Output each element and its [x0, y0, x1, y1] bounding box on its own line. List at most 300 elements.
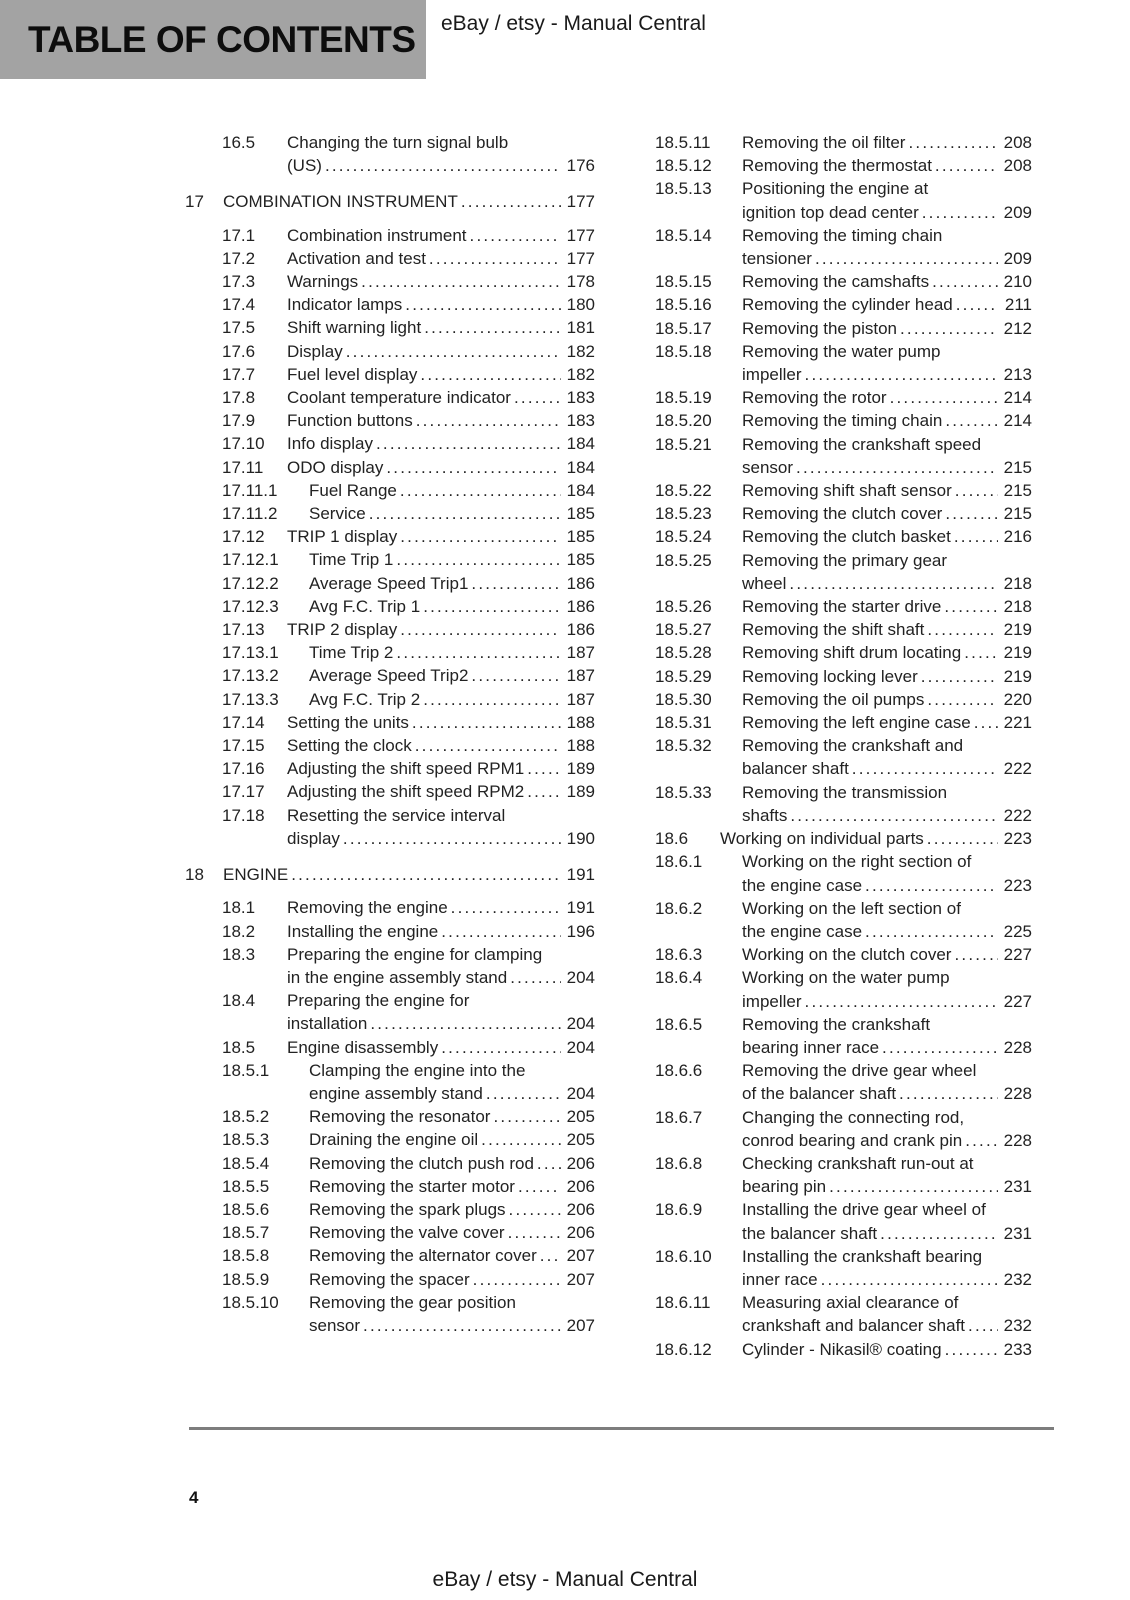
toc-entry	[655, 641, 1032, 664]
toc-entry-number: 17.13.2	[222, 666, 279, 686]
toc-entry-title: Removing the valve cover	[309, 1223, 505, 1243]
toc-entry-page-number: 184	[566, 434, 595, 454]
dot-leader	[965, 1129, 998, 1152]
footer-page-number: 4	[189, 1488, 199, 1507]
toc-entry-title: Indicator lamps	[287, 295, 403, 315]
toc-entry	[655, 1059, 1032, 1105]
toc-entry-page-number: 205	[566, 1130, 595, 1150]
toc-entry-content	[742, 1059, 1032, 1105]
toc-entry-page-number: 186	[566, 596, 595, 616]
toc-entry-content	[287, 340, 595, 363]
toc-entry-number: 17.9	[222, 411, 256, 431]
toc-entry-title-line: Installing the crankshaft bearing	[742, 1246, 983, 1266]
dot-leader	[927, 618, 998, 641]
toc-entry	[185, 190, 595, 213]
toc-entry-content	[742, 897, 1032, 943]
dot-leader	[386, 456, 561, 479]
toc-entry-title: Removing the oil pumps	[742, 689, 925, 709]
dot-leader	[954, 943, 998, 966]
toc-entry-title-line: Positioning the engine at	[742, 179, 929, 199]
toc-entry	[222, 456, 595, 479]
toc-entry-page-number: 204	[566, 1083, 595, 1103]
toc-entry-content	[309, 688, 595, 711]
toc-entry-title-line: Changing the connecting rod,	[742, 1107, 965, 1127]
toc-entry-title-line: Working on the left section of	[742, 898, 961, 918]
toc-entry-content	[309, 1105, 595, 1128]
toc-entry-last-line	[742, 1129, 1032, 1152]
toc-entry-title: Average Speed Trip1	[309, 573, 469, 593]
toc-entry	[222, 572, 595, 595]
toc-entry-page-number: 228	[1003, 1037, 1032, 1057]
toc-entry-page-number: 233	[1003, 1339, 1032, 1359]
toc-entry-number: 18.5.27	[655, 620, 712, 640]
toc-entry-title: inner race	[742, 1269, 818, 1289]
toc-entry-title: bearing inner race	[742, 1037, 880, 1057]
toc-entry-page-number: 204	[566, 967, 595, 987]
toc-entry-title-line: Preparing the engine for	[287, 991, 470, 1011]
toc-entry-title: Removing the shift shaft	[742, 620, 925, 640]
toc-entry-content	[287, 757, 595, 780]
toc-entry-title: ENGINE	[223, 865, 289, 885]
toc-entry-page-number: 231	[1003, 1177, 1032, 1197]
toc-entry-last-line	[309, 572, 595, 595]
page-title: TABLE OF CONTENTS	[28, 18, 416, 60]
toc-entry-last-line	[309, 664, 595, 687]
toc-entry-page-number: 188	[566, 736, 595, 756]
toc-entry-title: Combination instrument	[287, 225, 467, 245]
dot-leader	[945, 409, 998, 432]
dot-leader	[470, 224, 561, 247]
toc-entry-page-number: 206	[566, 1223, 595, 1243]
toc-entry	[222, 479, 595, 502]
dot-leader	[540, 1244, 561, 1267]
toc-entry-title: Warnings	[287, 272, 359, 292]
toc-entry-number: 18.5.23	[655, 504, 712, 524]
toc-entry-page-number: 227	[1003, 945, 1032, 965]
toc-entry-number: 18.5.24	[655, 527, 712, 547]
toc-entry-title: Removing the left engine case	[742, 713, 971, 733]
toc-entry-page-number: 191	[566, 898, 595, 918]
dot-leader	[376, 432, 561, 455]
toc-entry-page-number: 186	[566, 573, 595, 593]
toc-entry-title-line: Resetting the service interval	[287, 805, 506, 825]
toc-entry-last-line	[309, 1105, 595, 1128]
toc-entry-title: tensioner	[742, 249, 812, 269]
toc-entry-title: Average Speed Trip2	[309, 666, 469, 686]
toc-entry-page-number: 177	[566, 225, 595, 245]
toc-entry-content	[309, 572, 595, 595]
toc-entry-page-number: 186	[566, 620, 595, 640]
toc-entry-title: Removing the oil filter	[742, 133, 906, 152]
toc-entry-page-number: 218	[1003, 597, 1032, 617]
toc-entry-last-line	[287, 409, 595, 432]
toc-entry-number: 17.13.3	[222, 689, 279, 709]
toc-entry-last-line	[287, 432, 595, 455]
toc-entry-page-number: 215	[1003, 457, 1032, 477]
dot-leader	[945, 1338, 998, 1361]
toc-entry	[222, 247, 595, 270]
toc-entry-page-number: 206	[566, 1153, 595, 1173]
toc-entry-page-number: 183	[566, 411, 595, 431]
toc-entry-content	[287, 270, 595, 293]
toc-entry-content	[309, 1244, 595, 1267]
toc-entry-number: 17.11.1	[222, 480, 278, 500]
toc-entry-page-number: 209	[1003, 202, 1032, 222]
toc-entry-last-line	[742, 131, 1032, 154]
toc-entry-content	[309, 548, 595, 571]
dot-leader	[927, 827, 998, 850]
toc-entry-last-line	[742, 270, 1032, 293]
toc-entry-title: Removing the cylinder head	[742, 295, 953, 315]
toc-entry-last-line	[309, 688, 595, 711]
dot-leader	[412, 711, 561, 734]
toc-entry	[655, 224, 1032, 270]
toc-entry-page-number: 213	[1003, 365, 1032, 385]
toc-entry-content	[742, 131, 1032, 154]
toc-entry-number: 17.3	[222, 272, 256, 292]
toc-entry-number: 17.14	[222, 712, 265, 732]
toc-entry-page-number: 212	[1003, 318, 1032, 338]
toc-entry-page-number: 187	[566, 666, 595, 686]
toc-entry	[655, 1245, 1032, 1291]
toc-entry	[222, 780, 595, 803]
toc-entry	[655, 618, 1032, 641]
toc-entry	[222, 618, 595, 641]
toc-entry-content	[742, 665, 1032, 688]
toc-entry-number: 18.5.9	[222, 1269, 270, 1289]
toc-entry-number: 18.5	[222, 1037, 256, 1057]
toc-entry-last-line	[309, 1082, 595, 1105]
toc-entry-content	[742, 688, 1032, 711]
dot-leader	[451, 896, 561, 919]
toc-entry	[222, 340, 595, 363]
footer-divider	[189, 1427, 1054, 1430]
toc-entry-last-line	[223, 863, 595, 886]
toc-entry-content	[309, 502, 595, 525]
toc-entry-last-line	[742, 1222, 1032, 1245]
toc-entry-number: 18.2	[222, 921, 256, 941]
toc-entry-last-line	[742, 595, 1032, 618]
toc-entry-title: bearing pin	[742, 1177, 827, 1197]
toc-entry-title: sensor	[309, 1315, 361, 1335]
toc-entry-title: Function buttons	[287, 411, 413, 431]
toc-entry-content	[309, 1291, 595, 1337]
toc-entry-last-line	[287, 780, 595, 803]
toc-entry-title: Removing the resonator	[309, 1107, 491, 1127]
toc-entry-title-line: Removing the crankshaft and	[742, 736, 964, 756]
toc-entry-title: Avg F.C. Trip 2	[309, 689, 421, 709]
toc-entry-last-line	[287, 456, 595, 479]
toc-entry-content	[742, 618, 1032, 641]
toc-entry-title-line: Measuring axial clearance of	[742, 1293, 959, 1313]
toc-entry-content	[287, 618, 595, 641]
toc-entry-number: 18.6.8	[655, 1153, 703, 1173]
dot-leader	[789, 572, 998, 595]
toc-entry-page-number: 219	[1003, 620, 1032, 640]
toc-entry-number: 18.6.9	[655, 1200, 703, 1220]
toc-entry-number: 18.5.28	[655, 643, 712, 663]
toc-entry	[222, 688, 595, 711]
toc-entry	[222, 131, 595, 177]
toc-entry-content	[742, 177, 1032, 223]
toc-entry-content	[742, 479, 1032, 502]
toc-entry-title: TRIP 2 display	[287, 620, 398, 640]
toc-entry	[222, 1152, 595, 1175]
toc-entry-page-number: 218	[1003, 573, 1032, 593]
dot-leader	[890, 386, 998, 409]
toc-entry-content	[309, 595, 595, 618]
toc-entry-title: Removing the clutch push rod	[309, 1153, 534, 1173]
toc-entry-last-line	[309, 595, 595, 618]
toc-entry-content	[287, 224, 595, 247]
toc-entry-content	[287, 525, 595, 548]
toc-entry	[222, 734, 595, 757]
toc-entry-number: 17.12.3	[222, 596, 279, 616]
dot-leader	[968, 1314, 998, 1337]
toc-entry	[222, 409, 595, 432]
toc-entry-content	[742, 525, 1032, 548]
toc-entry-content	[742, 1338, 1032, 1361]
toc-entry-number: 18.5.4	[222, 1153, 270, 1173]
toc-entry-page-number: 189	[566, 759, 595, 779]
dot-leader	[805, 363, 998, 386]
toc-entry-title: Working on individual parts	[720, 829, 924, 849]
toc-entry-content	[742, 340, 1032, 386]
toc-entry-number: 17.12	[222, 527, 265, 547]
toc-entry-last-line	[287, 827, 595, 850]
toc-entry	[655, 131, 1032, 154]
toc-entry-title: Removing the piston	[742, 318, 897, 338]
toc-entry-title: Setting the clock	[287, 736, 412, 756]
toc-entry-number: 17.15	[222, 736, 265, 756]
toc-entry-number: 17.17	[222, 782, 265, 802]
toc-entry-content	[309, 1221, 595, 1244]
toc-entry-page-number: 196	[566, 921, 595, 941]
toc-entry-title: Removing the timing chain	[742, 411, 943, 431]
toc-entry-number: 18.5.30	[655, 689, 712, 709]
toc-entry-last-line	[742, 201, 1032, 224]
toc-entry-number: 17.8	[222, 388, 256, 408]
toc-entry	[655, 897, 1032, 943]
toc-entry-title-line: Working on the water pump	[742, 968, 950, 988]
dot-leader	[420, 363, 561, 386]
toc-entry-page-number: 205	[566, 1107, 595, 1127]
toc-entry-page-number: 207	[566, 1246, 595, 1266]
toc-entry-content	[309, 479, 595, 502]
toc-entry	[222, 224, 595, 247]
toc-entry-content	[309, 1128, 595, 1151]
toc-entry-title-line: Removing the primary gear	[742, 550, 948, 570]
toc-entry-last-line	[287, 363, 595, 386]
toc-entry-content	[287, 896, 595, 919]
toc-entry-last-line	[742, 386, 1032, 409]
toc-entry-content	[742, 1152, 1032, 1198]
toc-entry-last-line	[742, 1314, 1032, 1337]
toc-entry-last-line	[742, 409, 1032, 432]
toc-entry-title: Fuel level display	[287, 364, 418, 384]
toc-entry-last-line	[287, 154, 595, 177]
toc-entry-number: 18.6.10	[655, 1246, 712, 1266]
toc-entry-content	[287, 1036, 595, 1059]
toc-entry-page-number: 185	[566, 504, 595, 524]
dot-leader	[944, 595, 998, 618]
toc-entry-number: 18.6.7	[655, 1107, 703, 1127]
toc-entry	[655, 966, 1032, 1012]
toc-entry-last-line	[742, 757, 1032, 780]
toc-entry	[655, 688, 1032, 711]
dot-leader	[396, 548, 561, 571]
toc-entry-content	[309, 641, 595, 664]
toc-entry-title: of the balancer shaft	[742, 1084, 897, 1104]
toc-entry	[655, 850, 1032, 896]
toc-entry-title: Engine disassembly	[287, 1037, 439, 1057]
toc-entry-page-number: 232	[1003, 1269, 1032, 1289]
toc-entry-last-line	[287, 618, 595, 641]
toc-entry-number: 18.3	[222, 944, 256, 964]
toc-entry-number: 18.6.12	[655, 1339, 712, 1359]
toc-entry-last-line	[742, 1268, 1032, 1291]
toc-entry	[222, 641, 595, 664]
toc-entry-page-number: 184	[566, 457, 595, 477]
dot-leader	[461, 190, 561, 213]
toc-entry-content	[309, 1059, 595, 1105]
toc-entry-number: 18.5.8	[222, 1246, 270, 1266]
toc-entry-number: 18.5.13	[655, 179, 712, 199]
toc-entry-last-line	[720, 827, 1032, 850]
toc-entry-content	[287, 293, 595, 316]
toc-entry	[655, 781, 1032, 827]
toc-entry-content	[742, 409, 1032, 432]
toc-entry-title: Service	[309, 504, 366, 524]
toc-entry-last-line	[287, 270, 595, 293]
dot-leader	[514, 386, 561, 409]
dot-leader	[974, 711, 998, 734]
toc-entry-title: Removing the starter drive	[742, 597, 942, 617]
toc-entry-title: Time Trip 2	[309, 643, 394, 663]
dot-leader	[527, 757, 561, 780]
toc-entry-title: Time Trip 1	[309, 550, 394, 570]
toc-entry-last-line	[742, 1175, 1032, 1198]
dot-leader	[900, 317, 998, 340]
dot-leader	[429, 247, 561, 270]
dot-leader	[361, 270, 561, 293]
toc-entry	[222, 548, 595, 571]
toc-entry-title: Removing the spark plugs	[309, 1199, 506, 1219]
dot-leader	[291, 863, 561, 886]
toc-entry-page-number: 204	[566, 1014, 595, 1034]
toc-entry-last-line	[287, 1036, 595, 1059]
dot-leader	[325, 154, 561, 177]
toc-entry-number: 18.5.3	[222, 1130, 270, 1150]
toc-entry-page-number: 177	[566, 192, 595, 212]
toc-entry-title: conrod bearing and crank pin	[742, 1130, 963, 1150]
toc-entry-title: Avg F.C. Trip 1	[309, 596, 421, 616]
dot-leader	[880, 1222, 998, 1245]
toc-entry-number: 17.13.1	[222, 643, 279, 663]
toc-entry-content	[287, 780, 595, 803]
dot-leader	[954, 525, 998, 548]
toc-entry	[655, 386, 1032, 409]
toc-entry-last-line	[742, 641, 1032, 664]
toc-entry-content	[742, 595, 1032, 618]
toc-entry-last-line	[742, 804, 1032, 827]
toc-entry-page-number: 191	[566, 865, 595, 885]
toc-entry-number: 18.5.22	[655, 481, 712, 501]
toc-entry-last-line	[742, 943, 1032, 966]
toc-entry-last-line	[309, 1128, 595, 1151]
toc-entry-last-line	[309, 548, 595, 571]
toc-entry	[222, 1221, 595, 1244]
toc-entry-page-number: 215	[1003, 481, 1032, 501]
toc-entry-content	[309, 1152, 595, 1175]
toc-entry-page-number: 207	[566, 1315, 595, 1335]
dot-leader	[964, 641, 998, 664]
toc-entry-last-line	[742, 572, 1032, 595]
toc-entry-number: 18	[185, 865, 204, 885]
toc-entry-number: 17.12.1	[222, 550, 279, 570]
toc-entry-title: the balancer shaft	[742, 1223, 878, 1243]
toc-entry-number: 17.11	[222, 457, 264, 477]
toc-entry-page-number: 219	[1003, 666, 1032, 686]
toc-entry-last-line	[309, 1268, 595, 1291]
toc-entry-last-line	[287, 711, 595, 734]
toc-entry-title-line: Removing the water pump	[742, 341, 941, 361]
toc-entry-title: Adjusting the shift speed RPM1	[287, 759, 525, 779]
toc-entry-title: impeller	[742, 991, 802, 1011]
toc-entry-title: wheel	[742, 573, 787, 593]
dot-leader	[518, 1175, 561, 1198]
toc-entry-title: Removing the clutch basket	[742, 527, 951, 547]
toc-entry-number: 18.5.33	[655, 782, 712, 802]
toc-entry-number: 18.5.5	[222, 1176, 270, 1196]
toc-entry-page-number: 176	[566, 156, 595, 176]
toc-entry-title: Removing the alternator cover	[309, 1246, 537, 1266]
toc-entry-page-number: 215	[1003, 504, 1032, 524]
toc-entry-page-number: 182	[566, 364, 595, 384]
toc-entry-page-number: 178	[566, 272, 595, 292]
toc-entry-content	[223, 190, 595, 213]
toc-entry-content	[223, 863, 595, 886]
toc-entry	[655, 293, 1032, 316]
dot-leader	[927, 688, 998, 711]
toc-entry	[222, 1291, 595, 1337]
toc-entry-last-line	[287, 1012, 595, 1035]
toc-entry-title: engine assembly stand	[309, 1083, 483, 1103]
toc-entry-page-number: 208	[1003, 156, 1032, 176]
toc-entry-content	[742, 386, 1032, 409]
toc-entry-title: installation	[287, 1014, 368, 1034]
toc-entry-page-number: 208	[1003, 133, 1032, 152]
toc-entry	[655, 409, 1032, 432]
toc-entry-page-number: 181	[566, 318, 595, 338]
toc-entry	[222, 804, 595, 850]
toc-entry-number: 18.5.14	[655, 225, 712, 245]
toc-entry-page-number: 219	[1003, 643, 1032, 663]
toc-entry-page-number: 206	[566, 1176, 595, 1196]
toc-entry-page-number: 185	[566, 550, 595, 570]
dot-leader	[405, 293, 561, 316]
dot-leader	[921, 665, 998, 688]
toc-entry-number: 18.5.31	[655, 713, 712, 733]
toc-entry	[655, 270, 1032, 293]
header-site-label: eBay / etsy - Manual Central	[441, 12, 706, 35]
toc-entry-last-line	[287, 525, 595, 548]
dot-leader	[815, 247, 998, 270]
toc-entry-content	[742, 1013, 1032, 1059]
toc-entry	[222, 1105, 595, 1128]
toc-entry	[222, 1175, 595, 1198]
dot-leader	[908, 131, 998, 154]
